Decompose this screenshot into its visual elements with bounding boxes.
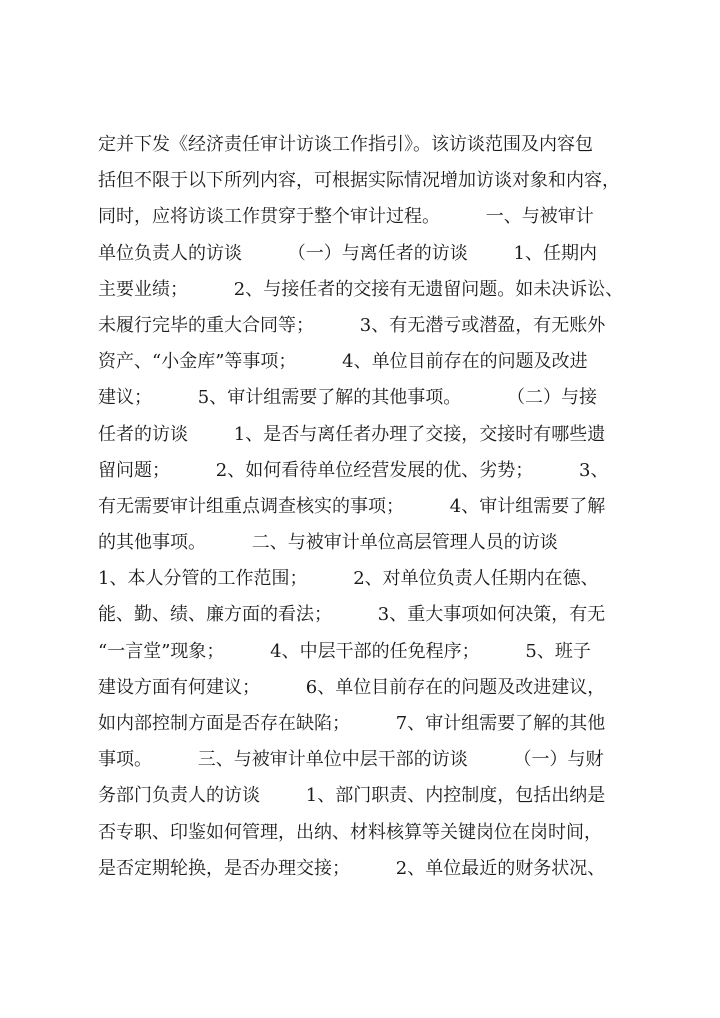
text-line: 否专职、印鉴如何管理，出纳、材料核算等关键岗位在岗时间， (98, 821, 602, 843)
text-line: 是否定期轮换，是否办理交接； 2、单位最近的财务状况、 (98, 857, 606, 879)
text-line: 留问题； 2、如何看待单位经营发展的优、劣势； 3、 (98, 459, 609, 481)
text-line: 资产、“小金库”等事项； 4、单位目前存在的问题及改进 (98, 351, 588, 373)
text-line: “一言堂”现象； 4、中层干部的任免程序； 5、班子 (98, 640, 591, 662)
text-line: 未履行完毕的重大合同等； 3、有无潜亏或潜盈，有无账外 (98, 314, 606, 336)
text-line: 事项。 三、与被审计单位中层干部的访谈 （一）与财 (98, 749, 604, 771)
text-line: 建设方面有何建议； 6、单位目前存在的问题及改进建议， (98, 676, 606, 698)
text-line: 如内部控制方面是否存在缺陷； 7、审计组需要了解的其他 (98, 713, 606, 734)
text-line: 能、勤、绩、廉方面的看法； 3、重大事项如何决策，有无 (98, 604, 606, 626)
text-line: 的其他事项。 二、与被审计单位高层管理人员的访谈 (98, 532, 558, 554)
text-line: 括但不限于以下所列内容，可根据实际情况增加访谈对象和内容， (98, 170, 620, 192)
text-line: 建议； 5、审计组需要了解的其他事项。 （二）与接 (98, 387, 597, 409)
text-line: 定并下发《经济责任审计访谈工作指引》。该访谈范围及内容包 (98, 134, 593, 155)
text-line: 有无需要审计组重点调查核实的事项； 4、审计组需要了解 (98, 495, 606, 517)
text-line: 务部门负责人的访谈 1、部门职责、内控制度，包括出纳是 (98, 785, 606, 807)
text-line: 1、本人分管的工作范围； 2、对单位负责人任期内在德、 (98, 568, 599, 590)
text-line: 主要业绩； 2、与接任者的交接有无遗留问题。如未决诉讼、 (98, 278, 624, 300)
text-line: 同时，应将访谈工作贯穿于整个审计过程。 一、与被审计 (98, 206, 594, 228)
text-line: 任者的访谈 1、是否与离任者办理了交接，交接时有哪些遗 (98, 423, 606, 445)
text-line: 单位负责人的访谈 （一）与离任者的访谈 1、任期内 (98, 242, 597, 264)
document-body (98, 127, 658, 887)
